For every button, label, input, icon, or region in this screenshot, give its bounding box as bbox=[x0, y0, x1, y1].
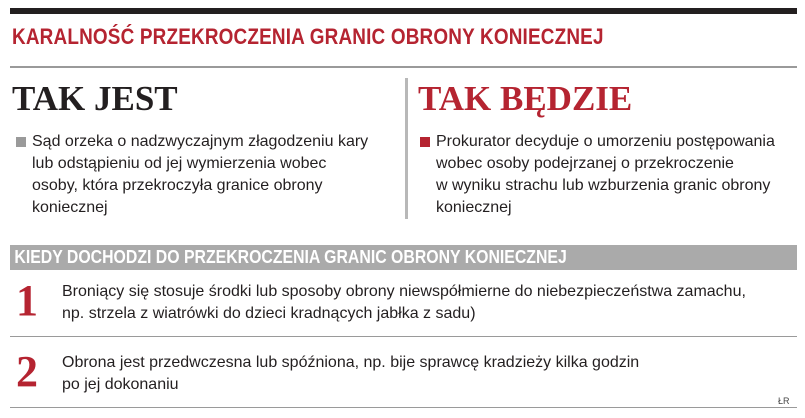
text-line: np. strzela z wiatrówki do dzieci kradnących jabłka z sadu) bbox=[62, 305, 476, 322]
item-text-2 bbox=[62, 352, 639, 396]
current-law-bullet bbox=[16, 131, 396, 219]
current-law-heading: TAK JEST bbox=[12, 79, 178, 118]
text-line: w wyniku strachu lub wzburzenia granic obrony bbox=[436, 177, 771, 194]
bottom-rule bbox=[10, 407, 797, 408]
top-rule bbox=[10, 8, 797, 14]
title-divider bbox=[10, 66, 797, 68]
future-law-text bbox=[436, 131, 775, 219]
red-square-bullet-icon bbox=[420, 137, 430, 147]
text-line: koniecznej bbox=[32, 199, 108, 216]
text-line: po jej dokonaniu bbox=[62, 376, 179, 393]
item-number-1: 1 bbox=[16, 276, 38, 325]
text-line: koniecznej bbox=[436, 199, 512, 216]
section-header-band bbox=[10, 245, 797, 270]
text-line: Prokurator decyduje o umorzeniu postępowania bbox=[436, 133, 775, 150]
text-line: wobec osoby podejrzanej o przekroczenie bbox=[436, 155, 734, 172]
column-separator bbox=[405, 78, 408, 219]
gray-square-bullet-icon bbox=[16, 137, 26, 147]
item-number-2: 2 bbox=[16, 347, 38, 396]
item-text-1 bbox=[62, 281, 746, 325]
text-line: Sąd orzeka o nadzwyczajnym złagodzeniu kary bbox=[32, 133, 369, 150]
text-line: Broniący się stosuje środki lub sposoby obrony niewspółmierne do niebezpieczeństwa zamachu, bbox=[62, 283, 746, 300]
future-law-bullet bbox=[420, 131, 800, 219]
item-divider bbox=[10, 336, 797, 337]
future-law-heading: TAK BĘDZIE bbox=[418, 79, 633, 118]
text-line: lub odstąpieniu od jej wymierzenia wobec bbox=[32, 155, 327, 172]
text-line: osoby, która przekroczyła granice obrony bbox=[32, 177, 323, 194]
text-line: Obrona jest przedwczesna lub spóźniona, np. bije sprawcę kradzieży kilka godzin bbox=[62, 354, 640, 371]
section-title: KIEDY DOCHODZI DO PRZEKROCZENIA GRANIC OBRONY KONIECZNEJ bbox=[14, 247, 567, 267]
author-credit: ŁR bbox=[778, 396, 790, 406]
infographic-title: KARALNOŚĆ PRZEKROCZENIA GRANIC OBRONY KONIECZNEJ bbox=[12, 24, 604, 49]
current-law-text bbox=[32, 131, 368, 219]
